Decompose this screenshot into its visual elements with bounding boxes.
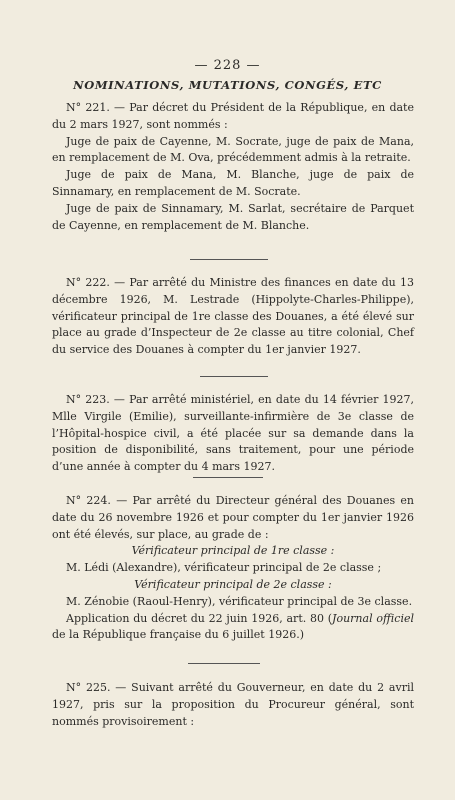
separator-rule bbox=[190, 259, 268, 260]
entry-223 bbox=[52, 392, 414, 476]
entry-225-text: N° 225. — Suivant arrêté du Gouverneur, en date du 2 avril 1927, pris sur la proposition du Procureur général, sont nommés provisoirement : bbox=[52, 681, 414, 728]
application-text-end: de la République française du 6 juillet 1926.) bbox=[52, 628, 304, 642]
page-number: — 228 — bbox=[194, 58, 261, 73]
separator-rule bbox=[200, 376, 268, 377]
entry-224-promotion-1: M. Lédi (Alexandre), vérificateur principal de 2e classe ; bbox=[66, 561, 382, 575]
entry-224-intro: N° 224. — Par arrêté du Directeur général des Douanes en date du 26 novembre 1926 et pour compter du 1er janvier 1926 ont été élevés, sur place, au grade de : bbox=[52, 494, 414, 541]
entry-224-application bbox=[52, 611, 414, 645]
entry-224-subheading-1: Vérificateur principal de 1re classe : bbox=[131, 544, 335, 558]
separator-rule bbox=[188, 663, 260, 664]
section-heading: NOMINATIONS, MUTATIONS, CONGÉS, ETC bbox=[73, 78, 382, 92]
entry-224 bbox=[52, 493, 414, 644]
entry-221-sinnamary: Juge de paix de Sinnamary, M. Sarlat, secrétaire de Parquet de Cayenne, en remplacement de M. Blanche. bbox=[52, 201, 414, 232]
entry-225 bbox=[52, 680, 414, 730]
application-text: Application du décret du 22 juin 1926, art. 80 ( bbox=[66, 611, 333, 625]
entry-222 bbox=[52, 275, 414, 359]
entry-221-decree: N° 221. — Par décret du Président de la République, en date du 2 mars 1927, sont nommés : bbox=[52, 101, 414, 131]
journal-title: Journal officiel bbox=[332, 611, 414, 625]
entry-223-text: N° 223. — Par arrêté ministériel, en date du 14 février 1927, Mlle Virgile (Emilie), surveillante-infirmière de 3e classe de l’Hôpital-hospice civil, a été placée sur sa demande dans la position de disponibilité, sans traitement, pour une période d’une année à compter du 4 mars 1927. bbox=[52, 393, 414, 474]
separator-rule bbox=[193, 477, 263, 478]
entry-224-subheading-2: Vérificateur principal de 2e classe : bbox=[134, 577, 332, 591]
entry-221 bbox=[52, 100, 414, 234]
entry-224-promotion-2: M. Zénobie (Raoul-Henry), vérificateur principal de 3e classe. bbox=[66, 594, 413, 608]
entry-221-mana: Juge de paix de Mana, M. Blanche, juge de paix de Sinnamary, en remplacement de M. Socrate. bbox=[52, 168, 414, 198]
entry-221-cayenne: Juge de paix de Cayenne, M. Socrate, juge de paix de Mana, en remplacement de M. Ova, précédemment admis à la retraite. bbox=[52, 134, 414, 165]
entry-222-text: N° 222. — Par arrêté du Ministre des finances en date du 13 décembre 1926, M. Lestrade (Hippolyte-Charles-Philippe), vérificateur principal de 1re classe des Douanes, a été élevé sur place au grade d’Inspecteur de 2e classe au titre colonial, Chef du service des Douanes à compter du 1er janvier 1927. bbox=[52, 276, 414, 357]
